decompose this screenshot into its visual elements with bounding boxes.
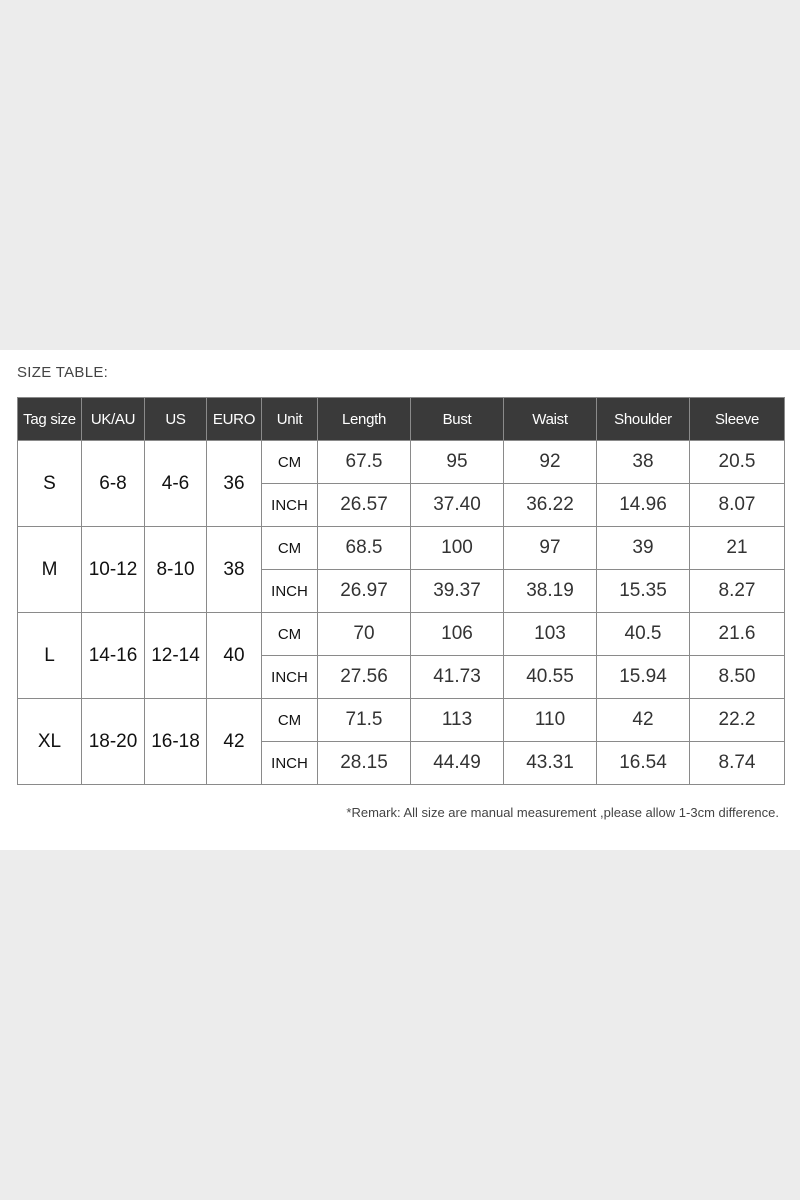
table-row — [18, 527, 785, 570]
length-cell: 71.5 — [318, 699, 411, 742]
table-row — [18, 613, 785, 656]
sleeve-cell: 8.27 — [690, 570, 785, 613]
header-bust: Bust — [411, 398, 504, 441]
sleeve-cell: 22.2 — [690, 699, 785, 742]
sleeve-cell: 8.74 — [690, 742, 785, 785]
header-sleeve: Sleeve — [690, 398, 785, 441]
bust-cell: 106 — [411, 613, 504, 656]
waist-cell: 92 — [504, 441, 597, 484]
size-tag-cell: M — [18, 527, 82, 613]
shoulder-cell: 14.96 — [597, 484, 690, 527]
bust-cell: 100 — [411, 527, 504, 570]
uk-au-cell: 10-12 — [82, 527, 145, 613]
shoulder-cell: 42 — [597, 699, 690, 742]
remark-note: *Remark: All size are manual measurement ,please allow 1-3cm difference. — [346, 805, 779, 820]
table-title: SIZE TABLE: — [17, 364, 109, 381]
bust-cell: 37.40 — [411, 484, 504, 527]
unit-cell: INCH — [262, 570, 318, 613]
header-length: Length — [318, 398, 411, 441]
header-us: US — [145, 398, 207, 441]
shoulder-cell: 16.54 — [597, 742, 690, 785]
bust-cell: 113 — [411, 699, 504, 742]
header-shoulder: Shoulder — [597, 398, 690, 441]
unit-cell: CM — [262, 527, 318, 570]
sleeve-cell: 21 — [690, 527, 785, 570]
header-uk-au: UK/AU — [82, 398, 145, 441]
waist-cell: 97 — [504, 527, 597, 570]
header-euro: EURO — [207, 398, 262, 441]
unit-cell: INCH — [262, 656, 318, 699]
header-row — [18, 398, 785, 441]
shoulder-cell: 15.35 — [597, 570, 690, 613]
unit-cell: CM — [262, 613, 318, 656]
us-cell: 8-10 — [145, 527, 207, 613]
size-table-panel — [0, 350, 800, 850]
bust-cell: 39.37 — [411, 570, 504, 613]
sleeve-cell: 8.07 — [690, 484, 785, 527]
uk-au-cell: 18-20 — [82, 699, 145, 785]
unit-cell: INCH — [262, 742, 318, 785]
bust-cell: 44.49 — [411, 742, 504, 785]
shoulder-cell: 39 — [597, 527, 690, 570]
unit-cell: CM — [262, 441, 318, 484]
unit-cell: CM — [262, 699, 318, 742]
us-cell: 16-18 — [145, 699, 207, 785]
shoulder-cell: 15.94 — [597, 656, 690, 699]
table-row — [18, 699, 785, 742]
header-tag-size: Tag size — [18, 398, 82, 441]
sleeve-cell: 8.50 — [690, 656, 785, 699]
us-cell: 4-6 — [145, 441, 207, 527]
length-cell: 26.57 — [318, 484, 411, 527]
waist-cell: 43.31 — [504, 742, 597, 785]
euro-cell: 38 — [207, 527, 262, 613]
length-cell: 27.56 — [318, 656, 411, 699]
size-tag-cell: S — [18, 441, 82, 527]
euro-cell: 36 — [207, 441, 262, 527]
table-row — [18, 441, 785, 484]
waist-cell: 110 — [504, 699, 597, 742]
header-waist: Waist — [504, 398, 597, 441]
shoulder-cell: 38 — [597, 441, 690, 484]
uk-au-cell: 6-8 — [82, 441, 145, 527]
waist-cell: 103 — [504, 613, 597, 656]
waist-cell: 38.19 — [504, 570, 597, 613]
sleeve-cell: 21.6 — [690, 613, 785, 656]
length-cell: 26.97 — [318, 570, 411, 613]
size-tag-cell: XL — [18, 699, 82, 785]
size-tag-cell: L — [18, 613, 82, 699]
bust-cell: 95 — [411, 441, 504, 484]
length-cell: 28.15 — [318, 742, 411, 785]
length-cell: 67.5 — [318, 441, 411, 484]
euro-cell: 40 — [207, 613, 262, 699]
sleeve-cell: 20.5 — [690, 441, 785, 484]
unit-cell: INCH — [262, 484, 318, 527]
length-cell: 68.5 — [318, 527, 411, 570]
uk-au-cell: 14-16 — [82, 613, 145, 699]
bust-cell: 41.73 — [411, 656, 504, 699]
size-table — [17, 397, 785, 785]
us-cell: 12-14 — [145, 613, 207, 699]
length-cell: 70 — [318, 613, 411, 656]
header-unit: Unit — [262, 398, 318, 441]
shoulder-cell: 40.5 — [597, 613, 690, 656]
euro-cell: 42 — [207, 699, 262, 785]
waist-cell: 36.22 — [504, 484, 597, 527]
waist-cell: 40.55 — [504, 656, 597, 699]
